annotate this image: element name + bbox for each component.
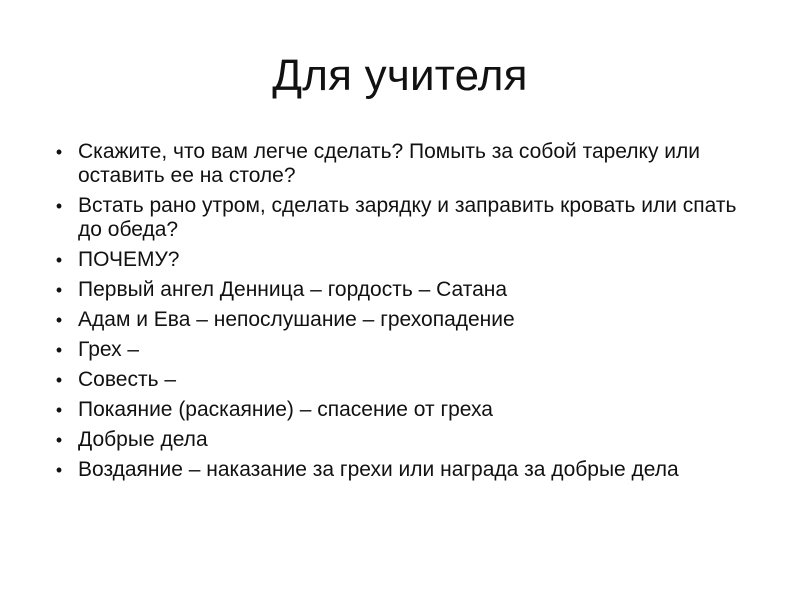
list-item-text: ПОЧЕМУ? (78, 248, 180, 271)
list-item-text: Адам и Ева – непослушание – грехопадение (78, 308, 515, 331)
list-item (50, 140, 740, 188)
bullet-icon: • (55, 250, 63, 270)
list-item (50, 398, 740, 422)
list-item-text: Встать рано утром, сделать зарядку и заправить кровать или спать до обеда? (78, 194, 737, 241)
bullet-icon: • (55, 196, 63, 216)
list-item (50, 308, 740, 332)
list-item (50, 428, 740, 452)
bullet-icon: • (55, 310, 63, 330)
list-item-text: Скажите, что вам легче сделать? Помыть за собой тарелку или оставить ее на столе? (78, 140, 701, 187)
list-item-text: Добрые дела (78, 428, 208, 451)
bullet-icon: • (55, 340, 63, 360)
list-item-text: Воздаяние – наказание за грехи или награда за добрые дела (78, 458, 679, 481)
list-item (50, 278, 740, 302)
list-item (50, 248, 740, 272)
list-item-text: Первый ангел Денница – гордость – Сатана (78, 278, 508, 301)
list-item (50, 458, 740, 482)
bullet-icon: • (55, 400, 63, 420)
slide-title: Для учителя (272, 51, 528, 100)
list-item-text: Совесть – (78, 368, 177, 391)
list-item (50, 368, 740, 392)
bullet-list (50, 140, 740, 488)
bullet-icon: • (55, 280, 63, 300)
list-item-text: Покаяние (раскаяние) – спасение от греха (78, 398, 493, 421)
bullet-icon: • (55, 460, 63, 480)
bullet-icon: • (55, 370, 63, 390)
bullet-icon: • (55, 430, 63, 450)
list-item (50, 338, 740, 362)
list-item (50, 194, 740, 242)
list-item-text: Грех – (78, 338, 140, 361)
bullet-icon: • (55, 142, 63, 162)
